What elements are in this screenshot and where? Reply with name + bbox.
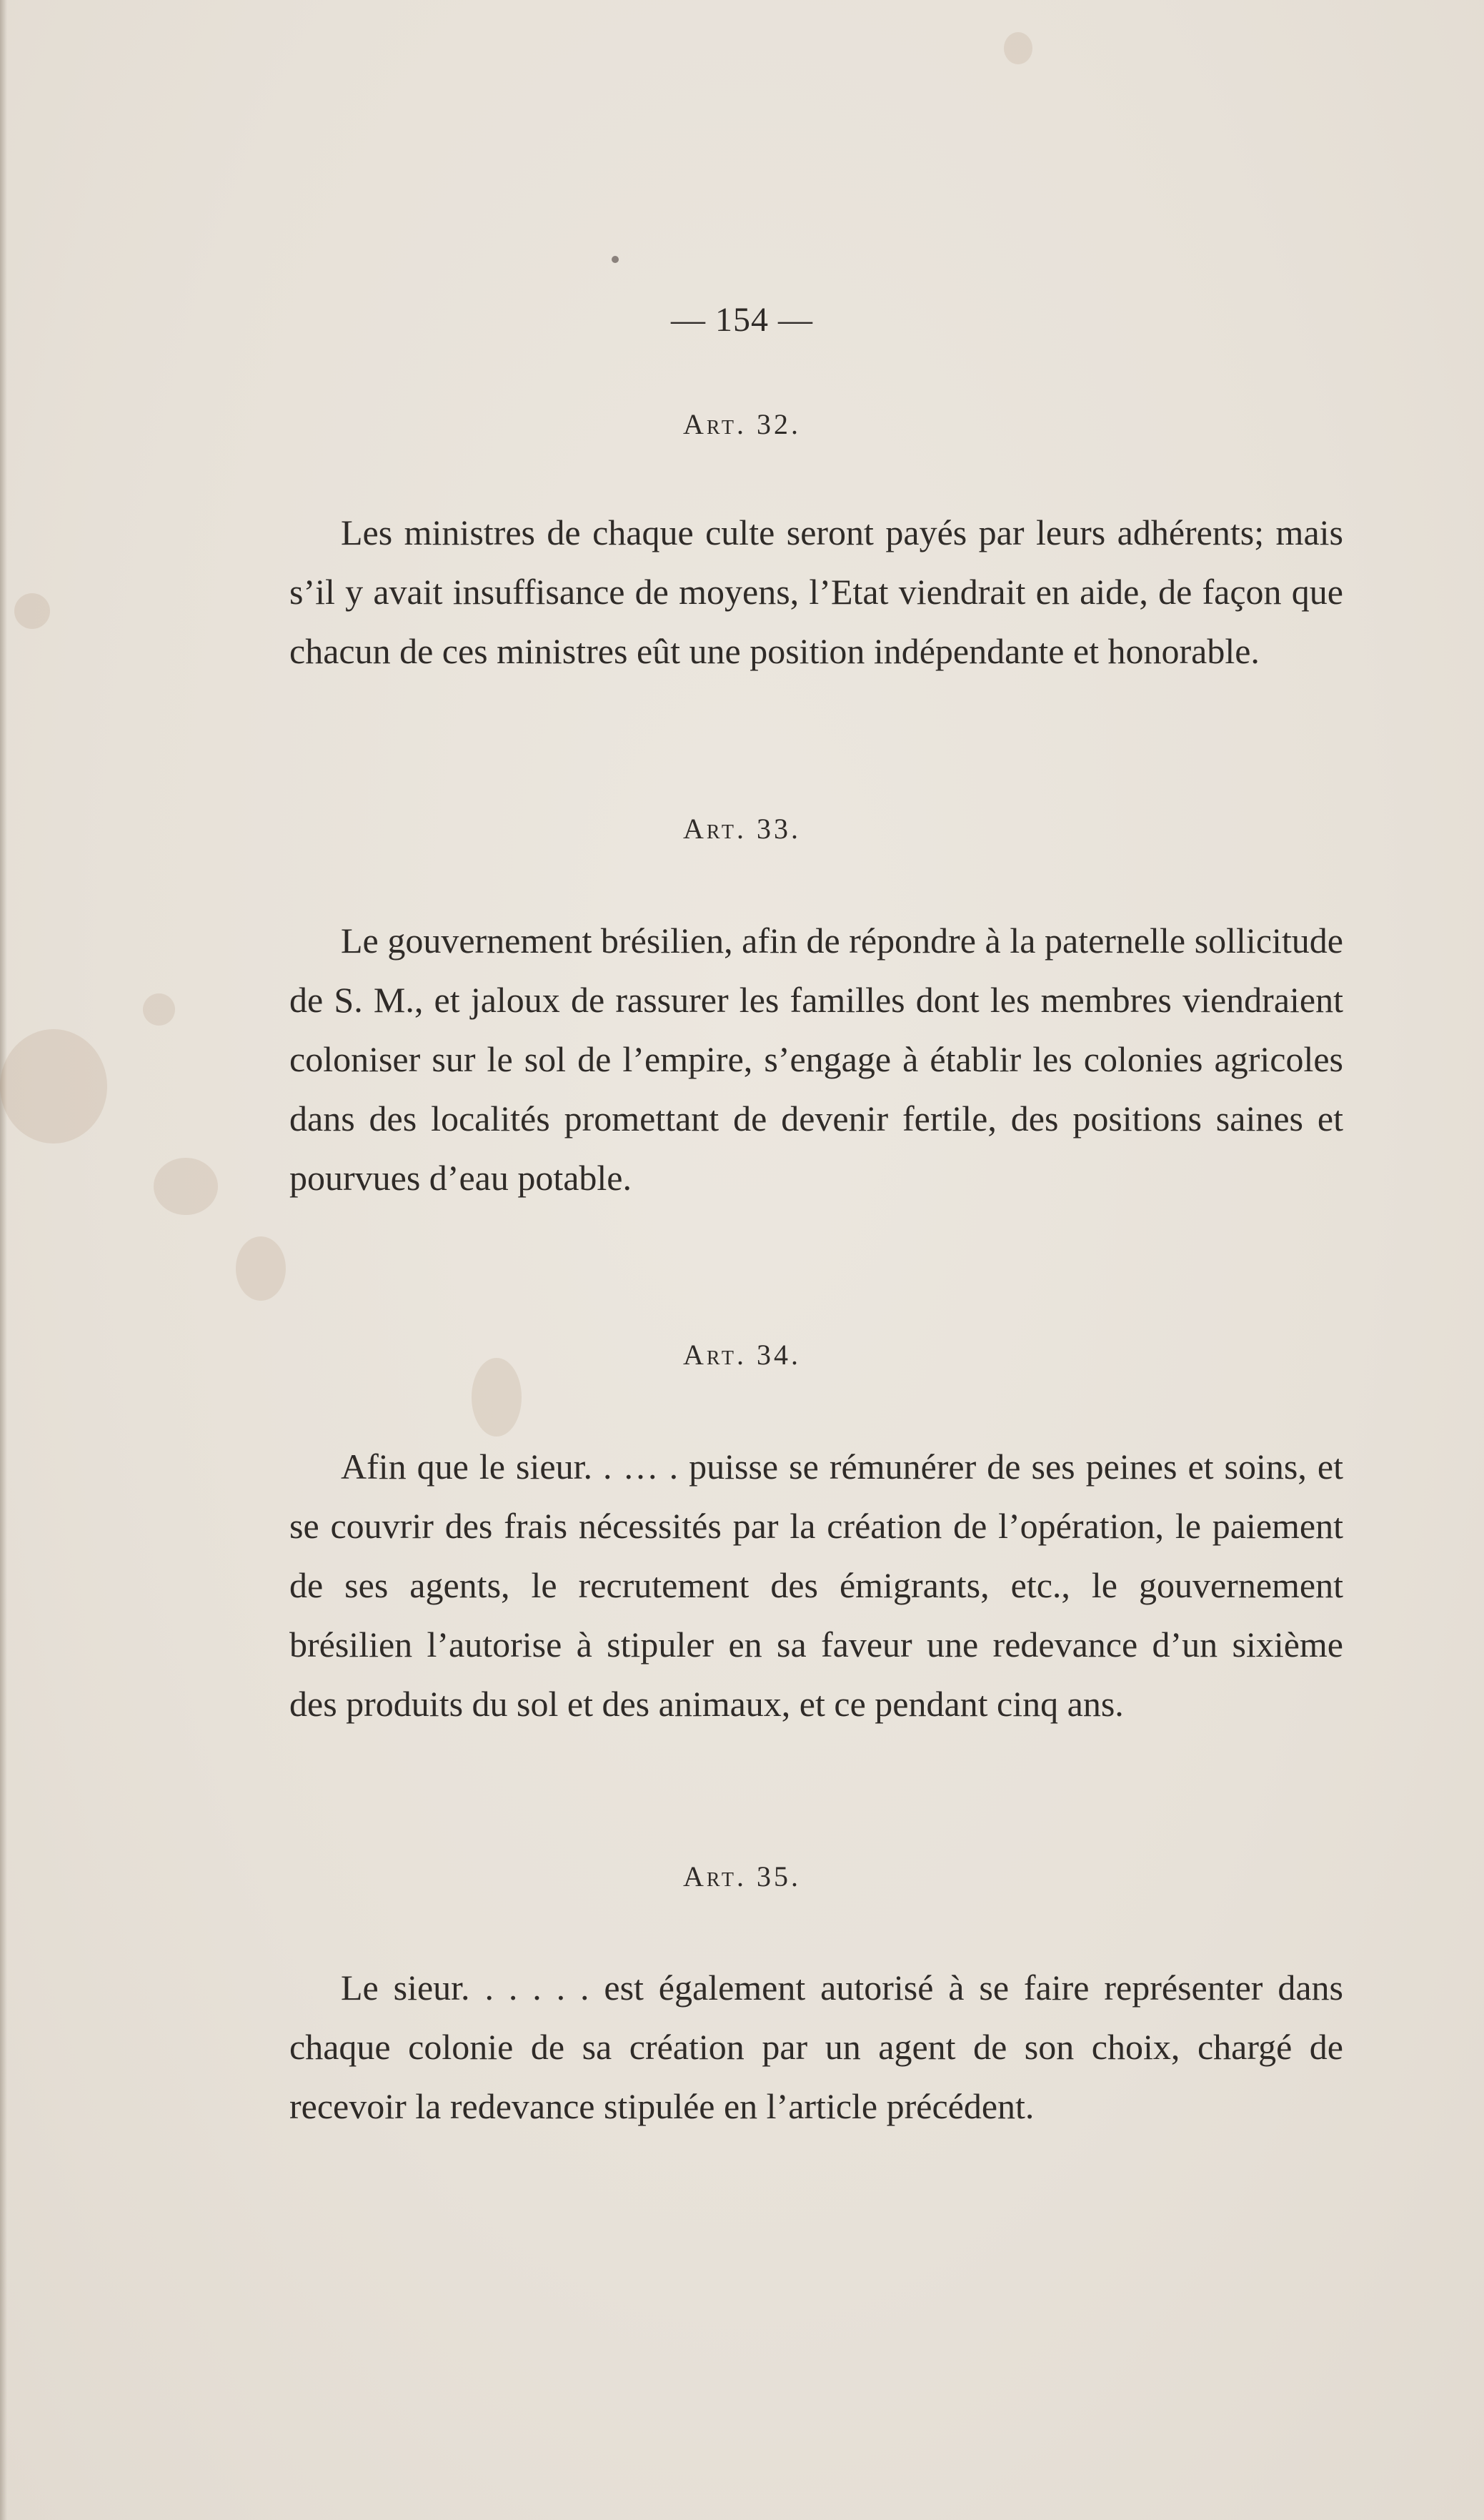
article-heading-text: Art. 35. (683, 1860, 801, 1893)
article-heading-text: Art. 32. (683, 408, 801, 440)
page-edge-shadow (0, 0, 7, 2520)
paper-stain (1004, 32, 1032, 64)
paper-stain (236, 1236, 286, 1301)
paper-stain (0, 1029, 107, 1144)
article-32-heading (0, 405, 1484, 445)
article-35-text: Le sieur. . . . . . est également autorisé à se faire représenter dans chaque colonie de sa création par un agent de son choix, chargé de recevoir la redevance stipulée en l’article précédent. (289, 1968, 1343, 2126)
article-34-text: Afin que le sieur. . … . puisse se rémunérer de ses peines et soins, et se couvrir des frais nécessités par la création de l’opération, le paiement de ses agents, le recrutement des émigrants, etc., le gouvernement brésilien l’autorise à stipuler en sa faveur une redevance d’un sixième des produits du sol et des animaux, et ce pendant cinq ans. (289, 1447, 1343, 1724)
page-number: — 154 — (671, 301, 813, 339)
article-32-text: Les ministres de chaque culte seront payés par leurs adhérents; mais s’il y avait insuffisance de moyens, l’Etat viendrait en aide, de façon que chacun de ces ministres eût une position indépendante et honorable. (289, 512, 1343, 671)
article-35-heading (0, 1857, 1484, 1897)
paper-stain (154, 1158, 218, 1215)
article-heading-text: Art. 33. (683, 813, 801, 845)
article-33-text: Le gouvernement brésilien, afin de répondre à la paternelle sollicitude de S. M., et jaloux de rassurer les familles dont les membres viendraient coloniser sur le sol de l’empire, s’engage à établir les colonies agricoles dans des localités promettant de devenir fertile, des positions saines et pourvues d’eau potable. (289, 921, 1343, 1198)
paper-stain (143, 993, 175, 1026)
ink-speck (612, 256, 619, 263)
article-33-heading (0, 809, 1484, 849)
paper-stain (14, 593, 50, 629)
article-heading-text: Art. 34. (683, 1339, 801, 1371)
article-34-heading (0, 1335, 1484, 1375)
